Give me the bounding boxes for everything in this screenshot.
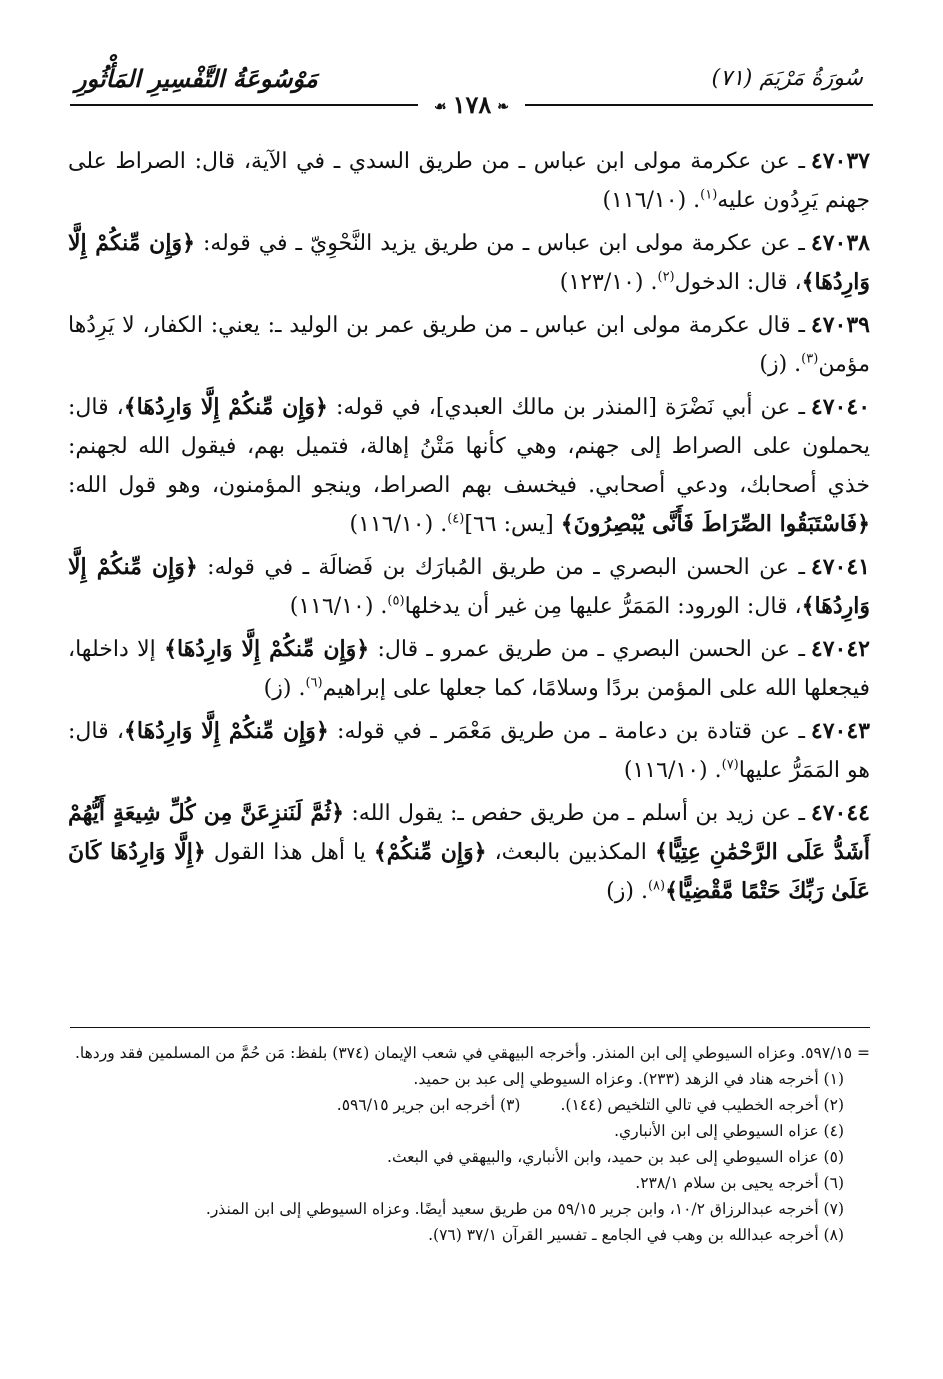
footnote-marker[interactable]: (١) bbox=[700, 187, 718, 203]
entry-end: . bbox=[794, 352, 802, 377]
entry-text: ـ عن قتادة بن دعامة ـ من طريق مَعْمَر ـ في قوله: bbox=[337, 719, 805, 744]
entry-end: . bbox=[650, 270, 658, 295]
volume-reference: (ز) bbox=[759, 352, 788, 377]
entry-text: يا أهل هذا القول bbox=[213, 840, 366, 865]
entry-end: . bbox=[714, 758, 722, 783]
entry-text: المكذبين بالبعث، bbox=[494, 840, 647, 865]
entry-text: ـ عن عكرمة مولى ابن عباس ـ من طريق السدي ـ في الآية، قال: الصراط على جهنم يَرِدُون عليه bbox=[68, 149, 870, 213]
footnote-marker[interactable]: (٦) bbox=[305, 675, 323, 691]
entry-end: . bbox=[693, 188, 701, 213]
footnote-3: (٣) أخرجه ابن جرير ٥٩٦/١٥. bbox=[336, 1096, 521, 1114]
ornament-icon: ❧ bbox=[497, 98, 509, 115]
footnote-marker[interactable]: (٥) bbox=[387, 593, 405, 609]
entry-text: ـ قال عكرمة مولى ابن عباس ـ من طريق عمر بن الوليد ـ: يعني: الكفار، لا يَرِدُها مؤمن bbox=[68, 313, 870, 377]
entry-text: ـ عن زيد بن أسلم ـ من طريق حفص ـ: يقول الله: bbox=[351, 801, 805, 826]
entry bbox=[68, 388, 870, 544]
entry-number: ٤٧٠٤٠ bbox=[810, 394, 871, 420]
entry-text: ، قال: الدخول bbox=[674, 270, 802, 295]
entry-number: ٤٧٠٣٧ bbox=[810, 148, 870, 174]
entry-number: ٤٧٠٤٤ bbox=[810, 800, 870, 826]
footnote-marker[interactable]: (٣) bbox=[801, 351, 819, 367]
entry-number: ٤٧٠٣٨ bbox=[810, 230, 870, 256]
quran-quote: ﴿وَإِن مِّنكُمْ إِلَّا وَارِدُهَا﴾ bbox=[164, 636, 370, 662]
entry-text: ـ عن الحسن البصري ـ من طريق عمرو ـ قال: bbox=[377, 637, 805, 662]
volume-reference: (١١٦/١٠) bbox=[349, 512, 434, 537]
surah-heading bbox=[712, 66, 863, 91]
entry bbox=[68, 794, 870, 911]
quran-quote: ﴿وَإِن مِّنكُمْ إِلَّا وَارِدُهَا﴾ bbox=[68, 554, 870, 619]
quran-quote: ﴿ثُمَّ لَنَنزِعَنَّ مِن كُلِّ شِيعَةٍ أَيُّهُمْ أَشَدُّ عَلَى الرَّحْمَٰنِ عِتِيًّا﴾ bbox=[68, 800, 870, 865]
footnote-5: (٥) عزاه السيوطي إلى عبد بن حميد، وابن الأنباري، والبيهقي في البعث. bbox=[387, 1148, 844, 1166]
entry-text: ـ عن عكرمة مولى ابن عباس ـ من طريق يزيد النَّحْوِيّ ـ في قوله: bbox=[202, 231, 805, 256]
volume-reference: (١٢٣/١٠) bbox=[559, 270, 644, 295]
page-number-text: ١٧٨ bbox=[452, 90, 492, 119]
entry-end: . bbox=[298, 676, 306, 701]
footnote-6: (٦) أخرجه يحيى بن سلام ٢٣٨/١. bbox=[635, 1174, 844, 1192]
entry-text: ـ عن الحسن البصري ـ من طريق المُبارَك بن فَضالَة ـ في قوله: bbox=[207, 555, 805, 580]
entry bbox=[68, 630, 870, 708]
entry-text: ـ عن أبي نَضْرَة [المنذر بن مالك العبدي]، في قوله: bbox=[336, 395, 805, 420]
entry-number: ٤٧٠٤٣ bbox=[810, 718, 870, 744]
volume-reference: (ز) bbox=[263, 676, 292, 701]
footnote-marker[interactable]: (٤) bbox=[447, 511, 465, 527]
entry-end: . bbox=[640, 879, 648, 904]
footnote-rule bbox=[70, 1027, 870, 1028]
footnote-row bbox=[70, 1092, 870, 1118]
entry-number: ٤٧٠٤١ bbox=[810, 554, 870, 580]
entry-end: . bbox=[380, 594, 388, 619]
page-number-block bbox=[0, 90, 943, 119]
quran-quote: ﴿وَإِن مِّنكُمْ إِلَّا وَارِدُهَا﴾ bbox=[123, 394, 328, 420]
footnote-continued: = ٥٩٧/١٥. وعزاه السيوطي إلى ابن المنذر. وأخرجه البيهقي في شعب الإيمان (٣٧٤) بلفظ: مَن حُمَّ من المسلمين فقد وردها. bbox=[74, 1044, 870, 1062]
footnote-7: (٧) أخرجه عبدالرزاق ١٠/٢، وابن جرير ٥٩/١٥ من طريق سعيد أيضًا. وعزاه السيوطي إلى ابن المنذر. bbox=[205, 1200, 844, 1218]
surah-number: (٧١) bbox=[711, 66, 753, 91]
footnote-marker[interactable]: (٢) bbox=[657, 269, 675, 285]
ornament-icon: ☙ bbox=[434, 98, 447, 115]
footnote-marker[interactable]: (٨) bbox=[647, 878, 666, 894]
volume-reference: (١١٦/١٠) bbox=[602, 188, 687, 213]
entry-text: ، قال: يحملون على الصراط إلى جهنم، وهي كأنها مَتْنُ إهالة، فتميل بهم، فيقول الله لجهنم: خذي أصحابك، ودعي أصحابي. فيخسف بهم الصراط، وينجو المؤمنون، وهو قول الله: bbox=[68, 395, 870, 498]
entry-number: ٤٧٠٣٩ bbox=[810, 312, 870, 338]
entry-number: ٤٧٠٤٢ bbox=[810, 636, 870, 662]
quran-quote: ﴿وَإِن مِّنكُمْ إِلَّا وَارِدُهَا﴾ bbox=[123, 718, 329, 744]
main-text bbox=[68, 142, 870, 915]
quran-quote: ﴿فَاسْتَبَقُوا الصِّرَاطَ فَأَنَّى يُبْصِرُونَ﴾ bbox=[560, 511, 870, 537]
quran-quote: ﴿إِلَّا وَارِدُهَا كَانَ عَلَىٰ رَبِّكَ حَتْمًا مَّقْضِيًّا﴾ bbox=[68, 839, 870, 904]
entry bbox=[68, 224, 870, 302]
entry-text: ، قال: الورود: المَمَرُّ عليها مِن غير أن يدخلها bbox=[404, 594, 802, 619]
volume-reference: (١١٦/١٠) bbox=[289, 594, 374, 619]
footnote-marker[interactable]: (٧) bbox=[721, 757, 739, 773]
surah-citation: [يس: ٦٦] bbox=[464, 512, 554, 537]
footnote-4: (٤) عزاه السيوطي إلى ابن الأنباري. bbox=[614, 1122, 844, 1140]
entry bbox=[68, 548, 870, 626]
footnote-2: (٢) أخرجه الخطيب في تالي التلخيص (١٤٤). bbox=[560, 1096, 844, 1114]
quran-quote: ﴿وَإِن مِّنكُمْ إِلَّا وَارِدُهَا﴾ bbox=[68, 230, 870, 295]
entry-text: ، قال: هو المَمَرُّ عليها bbox=[68, 719, 870, 783]
volume-reference: (١١٦/١٠) bbox=[623, 758, 708, 783]
entry-end: . bbox=[440, 512, 448, 537]
footnotes bbox=[70, 1040, 870, 1248]
footnote-8: (٨) أخرجه عبدالله بن وهب في الجامع ـ تفسير القرآن ٣٧/١ (٧٦). bbox=[428, 1226, 844, 1244]
entry bbox=[68, 142, 870, 220]
quran-quote: ﴿وَإِن مِّنكُمْ﴾ bbox=[373, 839, 487, 865]
book-title: مَوْسُوعَةُ التَّفْسِيرِ المَأْثُورِ bbox=[75, 64, 318, 93]
footnote-1: (١) أخرجه هناد في الزهد (٢٣٣). وعزاه السيوطي إلى عبد بن حميد. bbox=[413, 1070, 844, 1088]
page-number bbox=[418, 90, 525, 119]
entry-text: إلا داخلها، فيجعلها الله على المؤمن بردًا وسلامًا، كما جعلها على إبراهيم bbox=[68, 637, 870, 701]
surah-name: سُورَةُ مَرْيَمَ bbox=[759, 66, 863, 91]
entry bbox=[68, 306, 870, 384]
entry bbox=[68, 712, 870, 790]
volume-reference: (ز) bbox=[606, 879, 634, 904]
